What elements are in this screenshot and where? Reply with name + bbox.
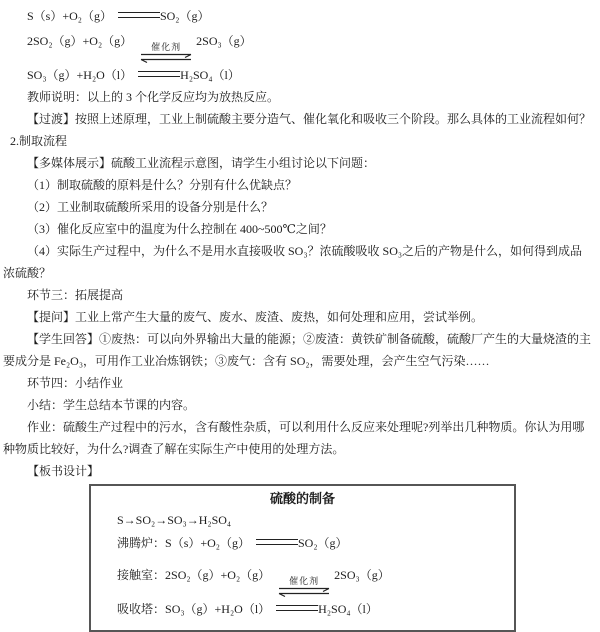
discussion-question-3: （3）催化反应室中的温度为什么控制在 400~500℃之间？ [27, 222, 332, 236]
heading-preparation-process: 2.制取流程 [10, 134, 68, 148]
board-title: 硫酸的制备 [269, 491, 335, 506]
student-answer-paragraph: 【学生回答】①废热：可以向外界输出大量的能源；②废渣：黄铁矿制备硫酸，硫酸厂产生的大量烧渣的主要成分是 Fe₂O₃，可用作工业冶炼钢铁；③废气：含有 SO₂，需要处理，会产生空气污染…… [3, 332, 592, 368]
reaction-equations-block [3, 5, 591, 86]
chemical-equation-absorption [27, 64, 591, 86]
equation-left: 2SO₂（g）+O₂（g） [165, 568, 271, 582]
equals-double-line [138, 71, 180, 77]
board-design-label: 【板书设计】 [27, 464, 100, 478]
equipment-label: 吸收塔： [117, 602, 166, 616]
discussion-question-1: （1）制取硫酸的原料是什么？分别有什么优缺点？ [27, 178, 298, 192]
equipment-label: 接触室： [117, 568, 166, 582]
equation-right: 2SO₃（g） [334, 568, 390, 582]
ask-question-paragraph: 【提问】工业上常产生大量的废气、废水、废渣、废热，如何处理和应用，尝试举例。 [27, 310, 484, 324]
equation-right: SO₂（g） [297, 536, 348, 550]
conversion-flow: S→SO₂→SO₃→H₂SO₄ [117, 513, 232, 527]
summary-paragraph: 小结：学生总结本节课的内容。 [27, 398, 196, 412]
reversible-arrow-icon [278, 586, 330, 597]
chemical-equation-sulfur-combustion [27, 5, 591, 27]
equals-double-line [256, 539, 298, 545]
homework-paragraph: 作业：硫酸生产过程中的污水，含有酸性杂质，可以利用什么反应来处理呢?列举出几种物质。你认为用哪种物质比较好，为什么?调查了解在实际生产中使用的处理方法。 [3, 420, 585, 456]
equation-left: SO₃（g）+H₂O（l） [165, 602, 271, 616]
chemical-equation-catalytic-oxidation [27, 30, 591, 63]
equation-left: SO₃（g）+H₂O（l） [27, 68, 133, 82]
catalyst-label: 催化剂 [289, 576, 320, 586]
multimedia-display-note: 【多媒体展示】硫酸工业流程示意图，请学生小组讨论以下问题： [27, 156, 376, 170]
catalyst-label: 催化剂 [151, 42, 182, 52]
equals-double-line [276, 605, 318, 611]
catalyst-condition [140, 42, 192, 63]
absorption-tower-equation-row [117, 597, 506, 622]
equation-left: S（s）+O₂（g） [27, 9, 112, 23]
equals-double-line [118, 12, 160, 18]
equation-left: S（s）+O₂（g） [165, 536, 250, 550]
furnace-equation-row [117, 531, 506, 556]
discussion-question-2: （2）工业制取硫酸所采用的设备分别是什么？ [27, 200, 274, 214]
contact-room-equation-row [117, 556, 506, 597]
section-three-heading: 环节三：拓展提高 [27, 288, 124, 302]
discussion-question-4: （4）实际生产过程中，为什么不是用水直接吸收 SO₃？浓硫酸吸收 SO₃之后的产物是什么，如何得到成品浓硫酸？ [3, 244, 583, 280]
teacher-note: 教师说明：以上的 3 个化学反应均为放热反应。 [27, 90, 280, 104]
equation-left: 2SO₂（g）+O₂（g） [27, 34, 133, 48]
section-four-heading: 环节四：小结作业 [27, 376, 124, 390]
equation-right: H₂SO₄（l） [180, 68, 240, 82]
equipment-label: 沸腾炉： [117, 536, 166, 550]
board-design-box [89, 484, 516, 632]
reversible-arrow-icon [140, 52, 192, 63]
catalyst-condition [278, 576, 330, 597]
equation-right: H₂SO₄（l） [318, 602, 378, 616]
transition-paragraph: 【过渡】按照上述原理，工业上制硫酸主要分造气、催化氧化和吸收三个阶段。那么具体的工业流程如何？ [27, 112, 592, 126]
equation-right: 2SO₃（g） [196, 34, 252, 48]
equation-right: SO₂（g） [159, 9, 210, 23]
